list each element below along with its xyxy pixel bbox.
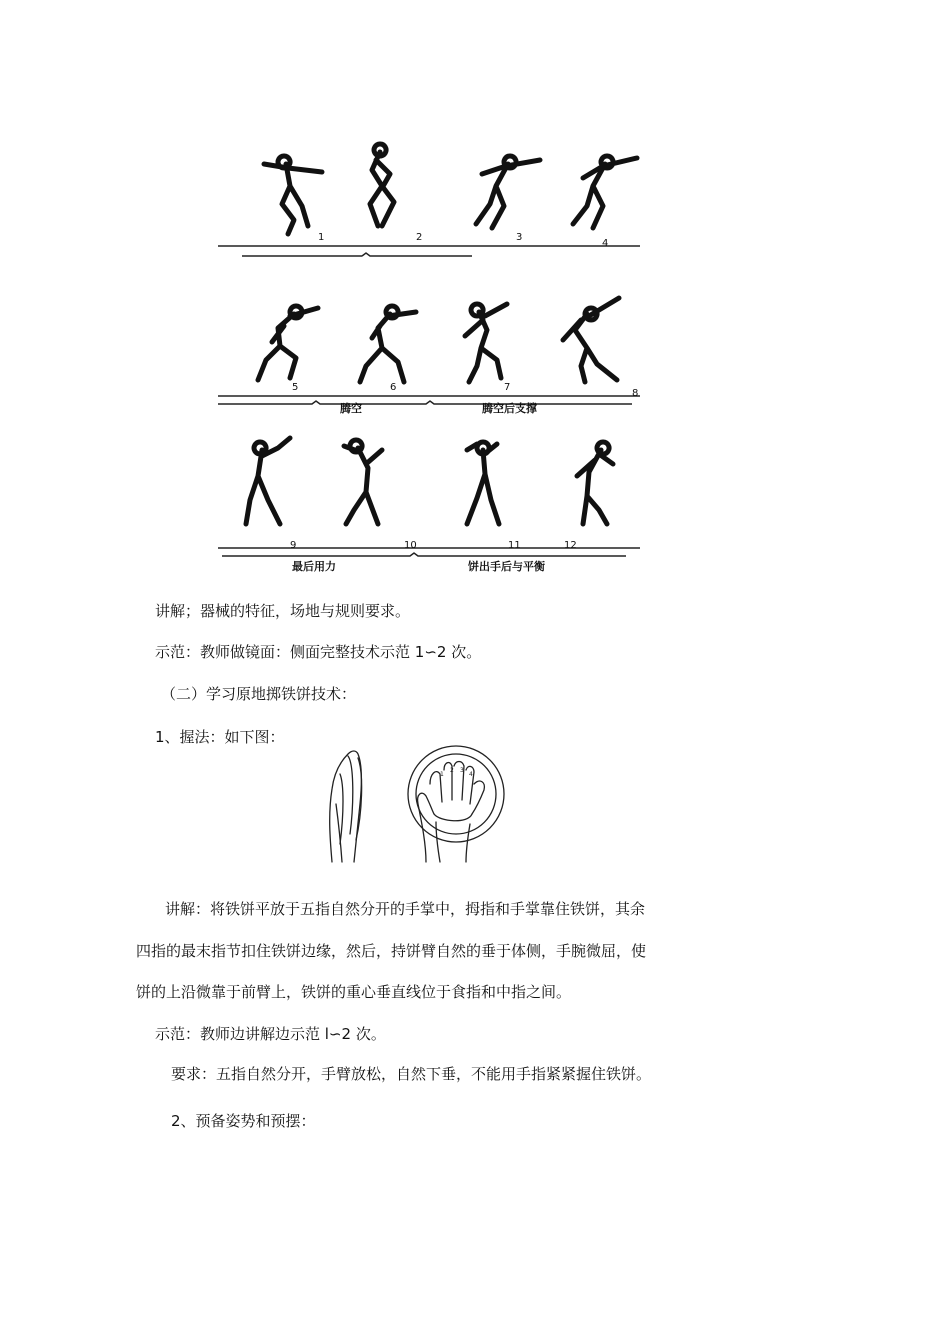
frame-number: 12 [564,540,577,551]
phase-bracket [242,253,472,256]
stick-figure [370,144,394,226]
stick-figure [264,156,322,234]
frame-number: 6 [390,382,397,393]
stick-figure [258,306,318,380]
stick-figure [246,438,290,524]
frame-number: 2 [416,232,423,243]
stick-figure [577,442,613,524]
svg-text:3: 3 [460,767,464,774]
demo-mirror-paragraph: 示范：教师做镜面：侧面完整技术示范 1∽2 次。 [155,643,482,661]
grip-explain-line-3: 饼的上沿微靠于前臂上，铁饼的重心垂直线位于食指和中指之间。 [136,983,572,1001]
phase-label: 腾空 [340,402,362,415]
phase-label: 腾空后支撑 [482,402,537,415]
stick-figure [573,156,637,228]
frame-number: 5 [292,382,299,393]
phase-bracket [222,553,626,556]
svg-text:2: 2 [450,767,454,774]
phase-label: 最后用力 [292,560,336,573]
grip-heading: 1、握法：如下图： [155,728,285,746]
stick-figure [563,298,619,382]
frame-number: 1 [318,232,325,243]
explain-apparatus-paragraph: 讲解；器械的特征，场地与规则要求。 [155,602,411,620]
grip-explain-line-1: 讲解：将铁饼平放于五指自然分开的手掌中，拇指和手掌靠住铁饼，其余 [165,900,646,918]
grip-drawing [318,744,516,868]
section-heading-standing-throw: （二）学习原地掷铁饼技术： [161,685,357,703]
stick-figure [344,440,382,524]
stick-figure [465,304,507,382]
ready-position-heading: 2、预备姿势和预摆： [171,1112,316,1130]
frame-number: 11 [508,540,521,551]
discus-technique-sequence-figure [212,128,648,574]
phase-label: 饼出手后与平衡 [468,560,545,573]
discus-grip-figure [318,744,516,868]
frame-number: 8 [632,388,639,399]
frame-number: 9 [290,540,297,551]
stick-figure [360,306,416,382]
grip-demo-paragraph: 示范：教师边讲解边示范 l∽2 次。 [155,1025,386,1043]
technique-sequence-drawing [212,128,648,574]
stick-figure [467,442,499,524]
svg-text:4: 4 [469,771,473,778]
frame-number: 7 [504,382,511,393]
grip-explain-line-2: 四指的最末指节扣住铁饼边缘，然后，持饼臂自然的垂于体侧，手腕微屈，使 [136,942,647,960]
frame-number: 3 [516,232,523,243]
frame-number: 4 [602,238,609,249]
phase-bracket [218,401,632,404]
svg-text:1: 1 [440,771,444,778]
frame-number: 10 [404,540,417,551]
stick-figure [476,156,540,228]
grip-requirement-paragraph: 要求：五指自然分开，手臂放松，自然下垂，不能用手指紧紧握住铁饼。 [171,1065,652,1083]
